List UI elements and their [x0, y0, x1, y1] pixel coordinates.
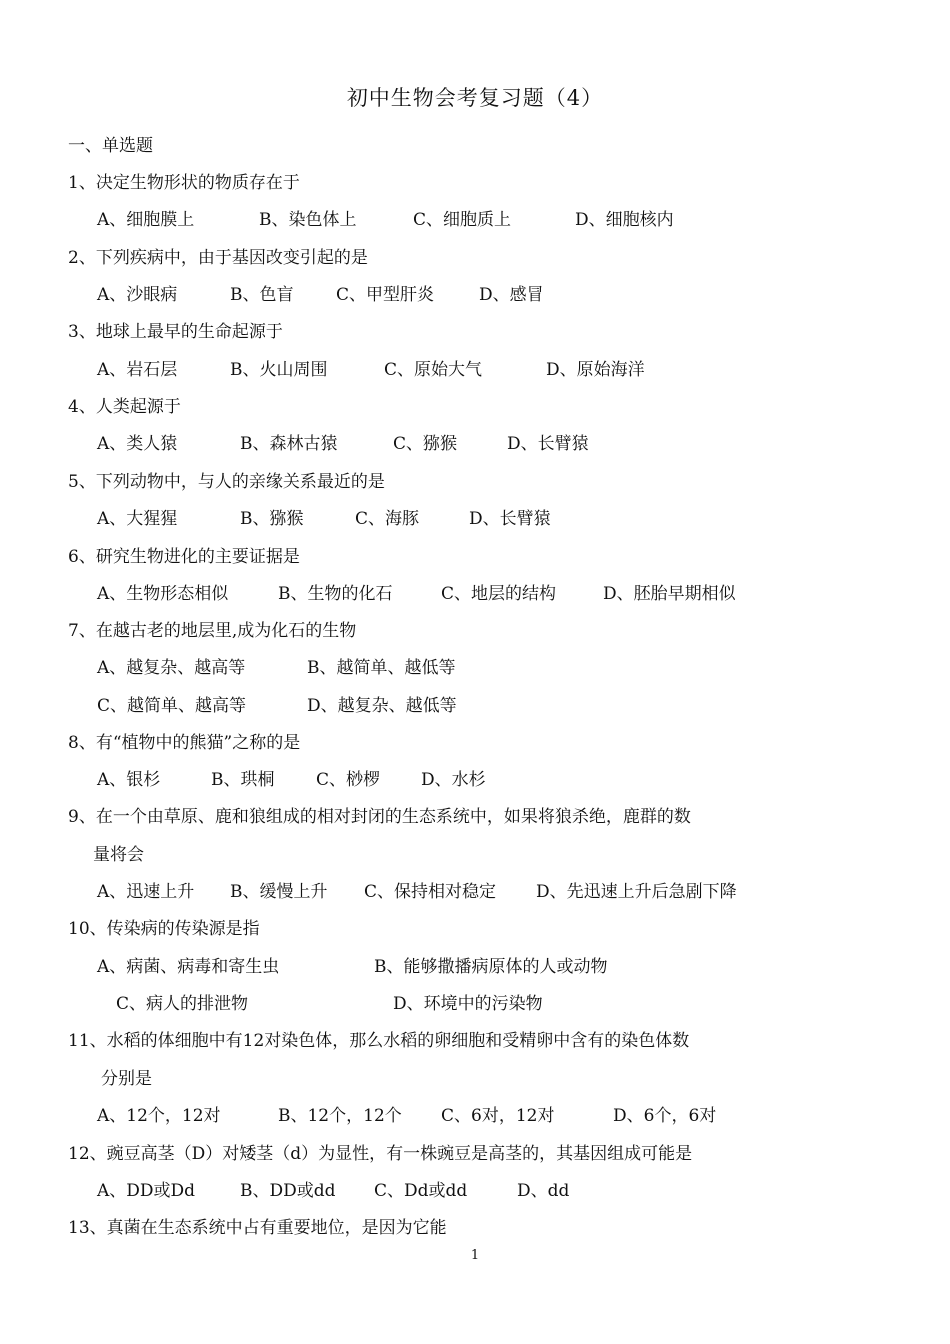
option-c: C、猕猴 — [393, 434, 458, 454]
question-8-options — [97, 768, 797, 792]
option-d: D、水杉 — [421, 770, 486, 790]
question-12-stem: 12、豌豆高茎（D）对矮茎（d）为显性，有一株豌豆是高茎的，其基因组成可能是 — [68, 1144, 693, 1164]
option-a: A、迅速上升 — [97, 882, 195, 902]
option-c: C、原始大气 — [384, 360, 483, 380]
option-c: C、细胞质上 — [413, 210, 512, 230]
option-b: B、12个，12个 — [278, 1106, 402, 1126]
option-c: C、甲型肝炎 — [336, 285, 435, 305]
option-d: D、6个，6对 — [613, 1106, 717, 1126]
option-b: B、缓慢上升 — [230, 882, 328, 902]
question-8-stem: 8、有“植物中的熊猫”之称的是 — [68, 733, 301, 753]
option-a: A、岩石层 — [97, 360, 178, 380]
question-1-options — [97, 208, 797, 232]
section-heading: 一、单选题 — [68, 136, 153, 156]
option-d: D、感冒 — [479, 285, 544, 305]
option-b: B、生物的化石 — [278, 584, 393, 604]
question-7-stem: 7、在越古老的地层里,成为化石的生物 — [68, 621, 357, 641]
question-7-options-row-2 — [97, 694, 797, 718]
option-c: C、病人的排泄物 — [116, 994, 249, 1014]
question-5-options — [97, 507, 797, 531]
option-a: A、DD或Dd — [97, 1181, 196, 1201]
question-3-options — [97, 358, 797, 382]
question-10-options-row-2 — [97, 992, 797, 1016]
option-d: D、dd — [517, 1181, 570, 1201]
option-a: A、银杉 — [97, 770, 161, 790]
question-2-options — [97, 283, 797, 307]
question-4-stem: 4、人类起源于 — [68, 397, 181, 417]
option-d: D、先迅速上升后急剧下降 — [536, 882, 737, 902]
option-a: A、沙眼病 — [97, 285, 178, 305]
option-c: C、桫椤 — [316, 770, 381, 790]
option-b: B、珙桐 — [211, 770, 275, 790]
option-c: C、地层的结构 — [441, 584, 557, 604]
question-11-stem: 11、水稻的体细胞中有12对染色体，那么水稻的卵细胞和受精卵中含有的染色体数 — [68, 1031, 690, 1051]
option-d: D、细胞核内 — [575, 210, 674, 230]
option-d: D、胚胎早期相似 — [603, 584, 736, 604]
option-d: D、原始海洋 — [546, 360, 645, 380]
option-b: B、色盲 — [230, 285, 294, 305]
question-10-stem: 10、传染病的传染源是指 — [68, 919, 260, 939]
option-a: A、大猩猩 — [97, 509, 178, 529]
option-b: B、越简单、越低等 — [307, 658, 456, 678]
question-4-options — [97, 432, 797, 456]
option-a: A、12个，12对 — [97, 1106, 221, 1126]
option-b: B、能够撒播病原体的人或动物 — [374, 957, 608, 977]
question-6-options — [97, 582, 797, 606]
option-b: B、森林古猿 — [240, 434, 338, 454]
option-d: D、长臂猿 — [507, 434, 589, 454]
option-a: A、细胞膜上 — [97, 210, 195, 230]
question-13-stem: 13、真菌在生态系统中占有重要地位，是因为它能 — [68, 1218, 447, 1238]
question-12-options — [97, 1179, 797, 1203]
question-6-stem: 6、研究生物进化的主要证据是 — [68, 547, 300, 567]
question-9-stem-continued: 量将会 — [93, 845, 144, 865]
option-d: D、长臂猿 — [469, 509, 551, 529]
option-c: C、保持相对稳定 — [364, 882, 497, 902]
option-c: C、Dd或dd — [374, 1181, 468, 1201]
option-c: C、6对，12对 — [441, 1106, 555, 1126]
option-a: A、类人猿 — [97, 434, 178, 454]
question-2-stem: 2、下列疾病中，由于基因改变引起的是 — [68, 248, 368, 268]
question-9-options — [97, 880, 797, 904]
question-7-options-row-1 — [97, 656, 797, 680]
question-1-stem: 1、决定生物形状的物质存在于 — [68, 173, 300, 193]
question-11-options — [97, 1104, 797, 1128]
option-b: B、火山周围 — [230, 360, 328, 380]
option-a: A、越复杂、越高等 — [97, 658, 246, 678]
option-d: D、环境中的污染物 — [393, 994, 543, 1014]
question-5-stem: 5、下列动物中，与人的亲缘关系最近的是 — [68, 472, 385, 492]
question-3-stem: 3、地球上最早的生命起源于 — [68, 322, 283, 342]
option-c: C、海豚 — [355, 509, 420, 529]
question-10-options-row-1 — [97, 955, 797, 979]
option-c: C、越简单、越高等 — [97, 696, 247, 716]
option-b: B、染色体上 — [259, 210, 357, 230]
page-number: 1 — [470, 1248, 480, 1263]
option-d: D、越复杂、越低等 — [307, 696, 457, 716]
page-title: 初中生物会考复习题（4） — [346, 86, 604, 110]
option-b: B、DD或dd — [240, 1181, 336, 1201]
option-a: A、病菌、病毒和寄生虫 — [97, 957, 280, 977]
option-b: B、猕猴 — [240, 509, 304, 529]
question-9-stem: 9、在一个由草原、鹿和狼组成的相对封闭的生态系统中，如果将狼杀绝，鹿群的数 — [68, 807, 691, 827]
option-a: A、生物形态相似 — [97, 584, 229, 604]
question-11-stem-continued: 分别是 — [101, 1069, 152, 1089]
